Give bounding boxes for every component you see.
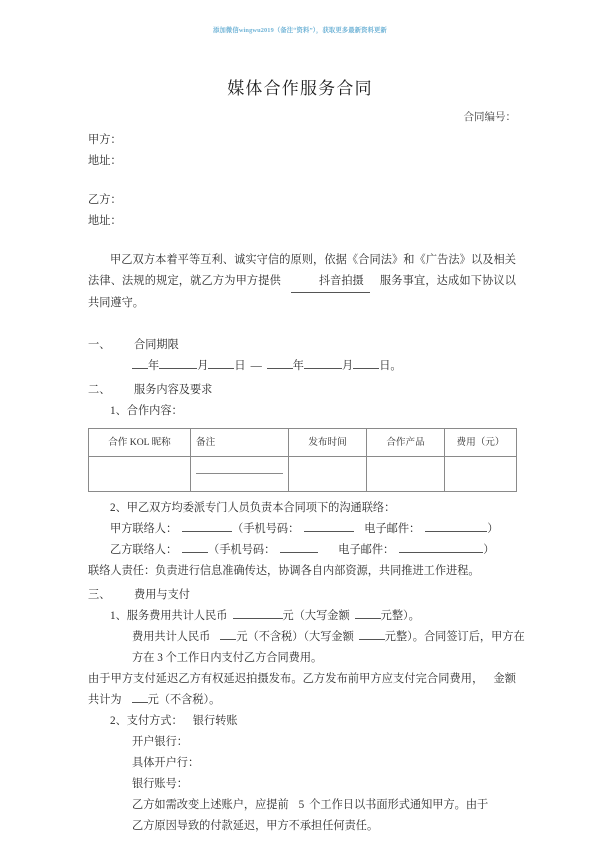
fee-item-1-line-4 — [88, 669, 516, 711]
fee-item-1-line-1 — [88, 606, 516, 627]
party-spacer — [88, 172, 516, 190]
section-one-title: 合同期限 — [134, 339, 179, 351]
start-day-label: 日 — [234, 360, 246, 372]
section-two-title: 服务内容及要求 — [134, 384, 213, 396]
payment-days-prefix: 方在 — [132, 652, 155, 664]
section-one-heading — [88, 335, 516, 356]
party-b-phone-label: （手机号码： — [208, 544, 276, 556]
contact-duty-paragraph: 联络人责任：负责进行信息准确传达，协调各自内部资源，共同推进工作进程。 — [88, 565, 480, 577]
fee-amount-total-unit: 元（不含税）。 — [147, 694, 221, 706]
party-b-address-label: 地址： — [88, 215, 122, 227]
payment-days-value: 3 — [154, 652, 166, 664]
bank-name-label: 开户银行： — [132, 736, 188, 748]
party-a-phone-input[interactable] — [304, 531, 354, 532]
party-a-phone-label: （手机号码： — [232, 523, 300, 535]
contract-number-label: 合同编号： — [463, 112, 516, 123]
cell-publish-time[interactable] — [289, 457, 367, 492]
fee-amount-total-input[interactable] — [132, 702, 148, 703]
section-three-title: 费用与支付 — [134, 589, 190, 601]
party-a-email-label: 电子邮件： — [364, 523, 421, 535]
party-a-address-label: 地址： — [88, 155, 122, 167]
party-b-contact-label: 乙方联络人： — [110, 544, 178, 556]
start-month-label: 月 — [197, 360, 209, 372]
section-two-item-2-label: 2、甲乙双方均委派专门人员负责本合同项下的沟通联络： — [110, 502, 396, 514]
preamble-spacer — [88, 232, 516, 250]
end-month-label: 月 — [342, 360, 354, 372]
section-two-heading — [88, 380, 516, 401]
th-cooperation-product: 合作产品 — [367, 429, 445, 457]
cell-fee-yuan[interactable] — [445, 457, 517, 492]
bank-account-label: 银行账号： — [132, 778, 188, 790]
preamble-paragraph — [88, 250, 516, 314]
fee-total-unit-label: 元（大写金额 — [282, 610, 350, 622]
cell-remark[interactable] — [191, 457, 289, 492]
preamble-text-2: 就乙方为甲方提供 — [190, 275, 281, 287]
th-kol-nickname: 合作 KOL 昵称 — [89, 429, 191, 457]
start-month-input[interactable] — [159, 368, 197, 369]
party-a-label: 甲方： — [88, 134, 122, 146]
party-b-label: 乙方： — [88, 194, 122, 206]
watermark-header: 添加微信wingwu2019（备注“资料”），获取更多最新资料更新 — [213, 27, 387, 34]
account-change-notice-prefix: 乙方如需改变上述账户，应提前 — [132, 799, 289, 811]
end-year-input[interactable] — [267, 368, 293, 369]
fee-total-capital-input[interactable] — [355, 618, 381, 619]
preamble-text-1: 甲乙双方本着平等互利、诚实守信的原则，依据《合同法》和《广告法》以及相关法律、法规的规定， — [88, 254, 516, 287]
fee-item-1-line-2 — [88, 627, 525, 648]
party-b-email-label: 电子邮件： — [338, 544, 395, 556]
fee-total-amount-input[interactable] — [233, 618, 283, 619]
section-one-number: 一、 — [88, 339, 111, 351]
fee-total-rmb-label: 服务费用共计人民币 — [126, 610, 228, 622]
fee-extax-end-label: 元整）。合同签订后，甲方在 — [384, 631, 525, 643]
party-b-contact-line — [88, 540, 516, 561]
section-three-heading — [88, 585, 516, 606]
payment-method-label: 支付方式： — [126, 715, 183, 727]
cell-kol-nickname[interactable] — [89, 457, 191, 492]
fee-total-end-label: 元整）。 — [380, 610, 420, 622]
start-year-label: 年 — [148, 360, 160, 372]
kol-table-wrapper — [88, 428, 516, 492]
section-two-item-1-label: 1、合作内容： — [110, 405, 183, 417]
account-change-notice-line-2: 乙方原因导致的付款延迟，甲方不承担任何责任。 — [132, 820, 379, 832]
fee-extax-amount-input[interactable] — [220, 639, 236, 640]
payment-method-line — [88, 711, 516, 732]
fee-extax-unit-label: 元（不含税）（大写金额 — [236, 631, 354, 643]
cell-remark-upper[interactable] — [196, 457, 283, 474]
party-a-contact-close: ） — [487, 523, 499, 535]
table-header-row — [89, 429, 517, 457]
party-b-email-input[interactable] — [399, 552, 483, 553]
party-b-phone-input[interactable] — [280, 552, 318, 553]
cell-remark-lower[interactable] — [196, 474, 283, 491]
preamble-text-3: 服务事宜，达成如下协议以共同遵守。 — [88, 275, 516, 309]
party-a-contact-line — [88, 519, 516, 540]
document-body — [88, 130, 525, 837]
party-b-contact-close: ） — [483, 544, 495, 556]
th-publish-time: 发布时间 — [289, 429, 367, 457]
cell-cooperation-product[interactable] — [367, 457, 445, 492]
fee-delay-clause: 由于甲方支付延迟乙方有权延迟拍摄发布。乙方发布前甲方应支付完合同费用， — [88, 673, 484, 685]
table-row — [89, 457, 517, 492]
section-three-number: 三、 — [88, 589, 111, 601]
payment-days-label-prefix: 个工作日内支付乙方合同费用。 — [165, 652, 323, 664]
fee-item-1-label: 1、 — [110, 610, 127, 622]
contract-period-date-line — [88, 356, 516, 377]
account-change-notice-line-1 — [88, 795, 516, 816]
section-two-number: 二、 — [88, 384, 111, 396]
kol-cooperation-table — [88, 428, 517, 492]
fee-extax-label: 费用共计人民币 — [132, 631, 211, 643]
page-title: 媒体合作服务合同 — [227, 79, 373, 98]
fee-amount-total-label: 金额共计为 — [88, 673, 516, 706]
start-year-input[interactable] — [132, 368, 148, 369]
party-a-contact-name-input[interactable] — [182, 531, 232, 532]
account-change-notice-suffix-head: 个工作日以书面形式通知甲方。由于 — [309, 799, 489, 811]
end-year-label: 年 — [292, 360, 304, 372]
party-a-contact-label: 甲方联络人： — [110, 523, 178, 535]
payment-item-2-label: 2、 — [110, 715, 127, 727]
party-a-email-input[interactable] — [425, 531, 487, 532]
bank-branch-label: 具体开户行： — [132, 757, 200, 769]
service-type-blank[interactable]: 抖音拍摄 — [291, 271, 370, 293]
end-month-input[interactable] — [304, 368, 342, 369]
date-range-dash: — — [250, 360, 262, 372]
th-fee-yuan: 费用（元） — [445, 429, 517, 457]
end-day-input[interactable] — [353, 368, 379, 369]
payment-method-value[interactable]: 银行转账 — [192, 715, 238, 727]
kol-table-body — [89, 457, 517, 492]
start-day-input[interactable] — [208, 368, 234, 369]
fee-extax-capital-input[interactable] — [359, 639, 385, 640]
party-b-contact-name-input[interactable] — [182, 552, 208, 553]
section-one-spacer — [88, 314, 516, 332]
kol-table-head — [89, 429, 517, 457]
account-change-notice-days: 5 — [298, 799, 305, 811]
end-day-label: 日。 — [379, 360, 402, 372]
fee-item-1-line-3 — [88, 648, 516, 669]
th-remark: 备注 — [191, 429, 289, 457]
